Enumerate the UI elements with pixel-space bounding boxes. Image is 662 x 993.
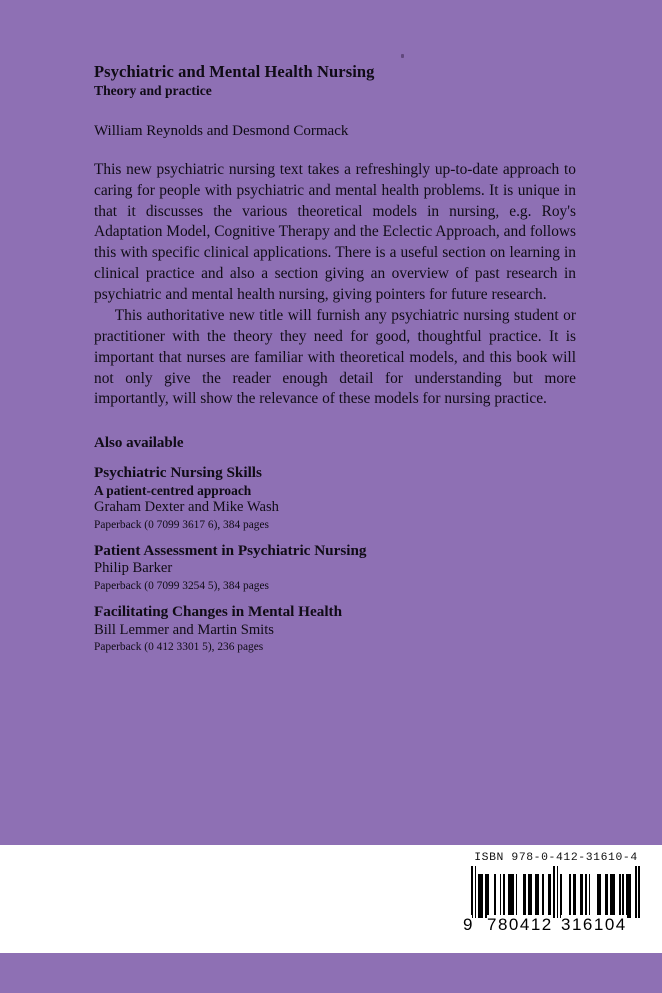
related-book-title: Psychiatric Nursing Skills <box>94 464 262 482</box>
related-book-authors: Graham Dexter and Mike Wash <box>94 499 279 516</box>
isbn-label: ISBN 978-0-412-31610-4 <box>474 852 638 864</box>
related-book-meta: Paperback (0 7099 3617 6), 384 pages <box>94 518 269 531</box>
also-available-heading: Also available <box>94 435 184 452</box>
list-item <box>94 464 576 533</box>
related-book-title: Facilitating Changes in Mental Health <box>94 602 343 620</box>
blurb-paragraph-2: This authoritative new title will furnish any psychiatric nursing student or practitioner with the theory they need for good, thoughtful practice. It is important that nurses are familiar with theoretical models, and this book will not only give the reader enough detail for understanding but more importantly, will show the relevance of these models for nursing practice. <box>94 306 576 408</box>
blurb-paragraph-1: This new psychiatric nursing text takes a refreshingly up-to-date approach to caring for people with psychiatric and mental health problems. It is unique in that it discusses the various theoretical models in nursing, e.g. Roy's Adaptation Model, Cognitive Therapy and the Eclectic Approach, and follows this with specific clinical applications. There is a useful section on learning in clinical practice and also a section giving an overview of past research in psychiatric and mental health nursing, giving pointers for future research. <box>94 160 576 304</box>
book-authors: William Reynolds and Desmond Cormack <box>94 122 349 139</box>
related-book-meta: Paperback (0 412 3301 5), 236 pages <box>94 641 264 654</box>
list-item <box>94 603 576 655</box>
footer-white-band <box>0 845 662 953</box>
related-book-meta: Paperback (0 7099 3254 5), 384 pages <box>94 580 269 593</box>
barcode-digit-group-left: 780412 <box>487 915 553 934</box>
cover-content <box>94 0 576 664</box>
list-item <box>94 542 576 594</box>
related-book-title: Patient Assessment in Psychiatric Nursing <box>94 541 367 559</box>
barcode-wrapper <box>463 866 641 935</box>
ean13-barcode <box>471 866 641 918</box>
barcode-digit-group-right: 316104 <box>561 915 627 934</box>
page-title: Psychiatric and Mental Health Nursing <box>94 62 375 81</box>
blurb-text <box>94 160 576 411</box>
related-book-authors: Philip Barker <box>94 560 173 577</box>
title-block <box>94 0 576 140</box>
barcode-digits <box>463 915 641 935</box>
barcode-digit-lead: 9 <box>463 915 473 934</box>
page-subtitle: Theory and practice <box>94 83 212 99</box>
isbn-barcode-area <box>463 852 646 935</box>
related-book-subtitle: A patient-centred approach <box>94 482 252 498</box>
also-available-list <box>94 464 576 655</box>
related-book-authors: Bill Lemmer and Martin Smits <box>94 621 274 638</box>
